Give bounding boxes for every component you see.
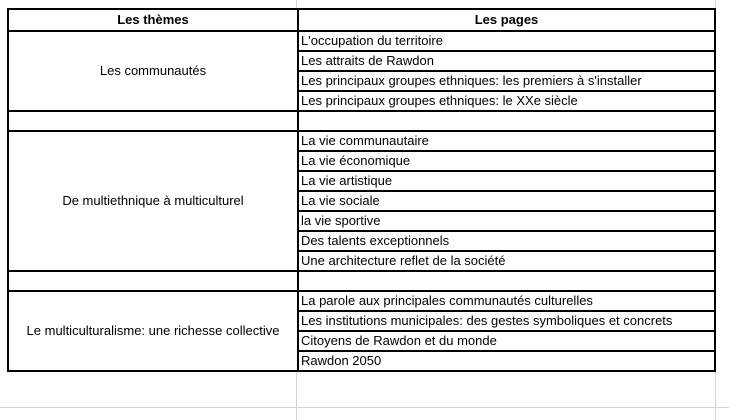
page-cell[interactable]: Les principaux groupes ethniques: le XXe siècle <box>298 91 715 111</box>
page-cell[interactable]: La vie sociale <box>298 191 715 211</box>
page-cell[interactable]: La vie économique <box>298 151 715 171</box>
empty-cell[interactable] <box>298 111 715 131</box>
page-cell[interactable]: Rawdon 2050 <box>298 351 715 371</box>
empty-cell[interactable] <box>8 111 298 131</box>
page-cell[interactable]: L'occupation du territoire <box>298 31 715 51</box>
page-cell[interactable]: la vie sportive <box>298 211 715 231</box>
page-cell[interactable]: Citoyens de Rawdon et du monde <box>298 331 715 351</box>
table-row-empty <box>8 271 715 291</box>
header-row <box>8 9 715 31</box>
themes-pages-table <box>7 8 716 372</box>
page-cell[interactable]: Une architecture reflet de la société <box>298 251 715 271</box>
theme-cell[interactable]: Le multiculturalisme: une richesse collective <box>8 291 298 371</box>
page-cell[interactable]: Les principaux groupes ethniques: les premiers à s'installer <box>298 71 715 91</box>
empty-cell[interactable] <box>8 271 298 291</box>
column-header-pages[interactable]: Les pages <box>298 9 715 31</box>
page-cell[interactable]: Des talents exceptionnels <box>298 231 715 251</box>
page-cell[interactable]: Les attraits de Rawdon <box>298 51 715 71</box>
table-row-empty <box>8 111 715 131</box>
table-row <box>8 31 715 51</box>
page-cell[interactable]: La vie artistique <box>298 171 715 191</box>
theme-cell[interactable]: Les communautés <box>8 31 298 111</box>
empty-cell[interactable] <box>298 271 715 291</box>
theme-cell[interactable]: De multiethnique à multiculturel <box>8 131 298 271</box>
table-row <box>8 131 715 151</box>
table-row <box>8 291 715 311</box>
column-header-themes[interactable]: Les thèmes <box>8 9 298 31</box>
grid-line <box>0 407 729 408</box>
page-cell[interactable]: La vie communautaire <box>298 131 715 151</box>
page-cell[interactable]: Les institutions municipales: des gestes symboliques et concrets <box>298 311 715 331</box>
page-cell[interactable]: La parole aux principales communautés culturelles <box>298 291 715 311</box>
